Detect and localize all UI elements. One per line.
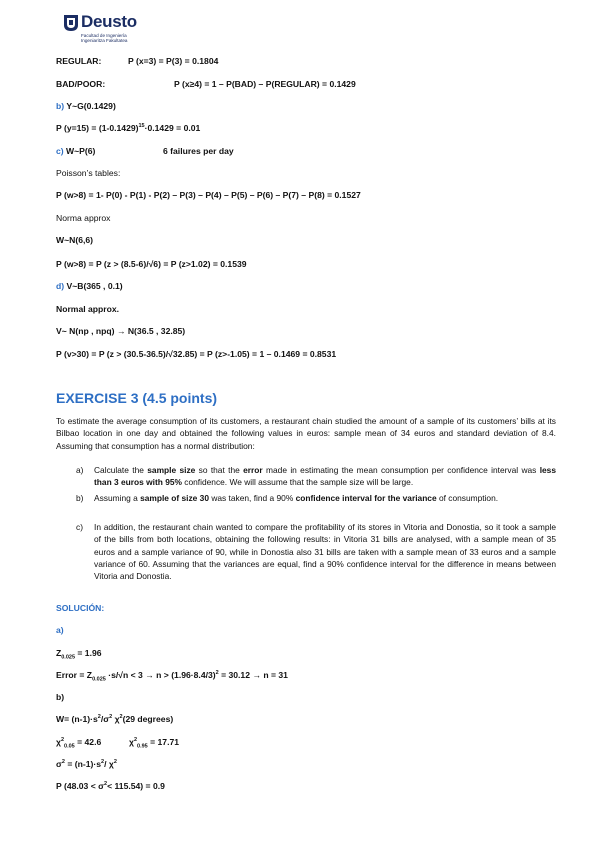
w-sup-3: 2 [119,714,123,721]
w-statistic [56,714,173,725]
exercise-intro: To estimate the average consumption of its customers, a restaurant chain studied the amount of a sample of its customers’ bills at its Bilbao location in one day and obtained the following values in euros: sample mean of 34 euros and standard deviation of 8.4. Assuming that consumption has a normal distribution: [56,416,556,451]
error-subscript: 0.025 [92,676,106,683]
bad-label: BAD/POOR: [56,79,106,89]
logo-subtitle [81,33,127,43]
error-seg-3: = 30.12 → n = 31 [218,670,288,680]
item-b-seg-4: confidence interval for the variance [295,493,437,503]
normal-probability: P (w>8) = P (z > (8.5-6)/√6) = P (z>1.02) = 0.1539 [56,259,247,269]
part-d-label: d) [56,281,65,291]
solution-a-label: a) [56,625,64,635]
item-c-text: In addition, the restaurant chain wanted to compare the profitability of its stores in Vitoria and Donostia, so it took a sample of the bills from both locations, obtaining the following results: in Vitoria 31 bills are analysed, with a sample mean of 35 euros and a sample variance of 90, while in Donostia also 31 bills are taken with a sample mean of 33 euros and a sample variance of 60. Assuming that the variances are equal, find a 90% confidence interval for the difference in means between Vitoria and Donostia. [94,522,556,582]
chi2-group [129,737,179,748]
py-eq-part-2: ·0.1429 = 0.01 [144,123,201,133]
chi2-sub: 0.95 [137,743,148,750]
deusto-shield-icon [64,15,78,31]
z-base: Z [56,648,62,658]
norma-approx-label: Norma approx [56,213,111,223]
bad-equation: P (x≥4) = 1 – P(BAD) – P(REGULAR) = 0.1429 [174,79,356,89]
item-a-marker: a) [76,465,84,475]
w-seg-4: (29 degrees) [122,714,174,724]
solution-b-label: b) [56,692,65,702]
part-b-distribution: Y~G(0.1429) [66,101,116,111]
sig-sup-3: 2 [113,759,117,766]
z-critical-value [56,648,102,659]
item-b-text [94,492,556,504]
ci-sup: 2 [104,781,108,788]
sig-sup-1: 2 [61,759,65,766]
part-b-label: b) [56,101,65,111]
item-a-seg-1: Calculate the [94,465,148,475]
deusto-logo [64,12,154,48]
exercise-3-title: EXERCISE 3 (4.5 points) [56,390,218,406]
solution-title: SOLUCIÓN: [56,603,105,613]
chi-square-values [56,737,180,750]
item-c-marker: c) [76,522,83,532]
part-c-heading [56,146,234,157]
chi1-value: = 42.6 [74,737,102,747]
error-equation [56,670,288,681]
sig-seg-3: / χ [104,759,114,769]
normal-approx-label: Normal approx. [56,304,120,314]
v-normal-approximation: V~ N(np , npq) → N(36.5 , 32.85) [56,326,186,336]
part-d-heading [56,281,123,292]
part-c-label: c) [56,146,64,156]
z-value: = 1.96 [75,648,102,658]
error-seg-2: ·s/√n < 3 → n > (1.96·8.4/3) [105,670,216,680]
ci-seg-2: < 115.54) = 0.9 [107,781,165,791]
item-a-seg-5: made in estimating the mean consumption per confidence interval was [262,465,540,475]
item-a-seg-2: sample size [147,465,196,475]
variance-formula [56,759,117,770]
py-exponent: 15 [138,123,145,130]
item-a-text [94,464,556,489]
part-c-note: 6 failures per day [163,146,234,156]
regular-equation: P (x=3) = P(3) = 0.1804 [128,56,219,66]
error-seg-1: Error = Z [56,670,93,680]
poisson-probability: P (w>8) = 1- P(0) - P(1) - P(2) – P(3) – P(4) – P(5) – P(6) – P(7) – P(8) = 0.1527 [56,190,361,200]
error-superscript: 2 [215,670,219,677]
item-b-marker: b) [76,493,84,503]
part-d-distribution: V~B(365 , 0.1) [66,281,123,291]
chi1-symbol: χ [56,737,61,747]
item-b-seg-1: Assuming a [94,493,141,503]
part-c-distribution: W~P(6) [66,146,96,156]
py-eq-part-1: P (y=15) = (1-0.1429) [56,123,139,133]
chi2-symbol: χ [129,737,134,747]
sig-seg-1: σ [56,759,62,769]
w-sup-2: 2 [109,714,113,721]
z-subscript: 0.025 [61,654,76,661]
chi1-sup: 2 [60,737,65,744]
logo-wordmark: Deusto [81,12,137,31]
w-seg-1: W= (n-1)·s [56,714,98,724]
item-b-seg-5: of consumption. [436,493,499,503]
sig-seg-2: = (n-1)·s [64,759,102,769]
w-seg-3: χ [112,714,120,724]
w-normal-distribution: W~N(6,6) [56,235,94,245]
ci-seg-1: P (48.03 < σ [56,781,105,791]
item-b-seg-3: was taken, find a 90% [209,493,296,503]
item-b-seg-2: sample of size 30 [140,493,209,503]
item-a-seg-4: error [243,465,263,475]
variance-confidence-interval [56,781,165,792]
w-seg-2: /σ [100,714,110,724]
bad-line [56,79,356,90]
v-probability: P (v>30) = P (z > (30.5-36.5)/√32.85) = P (z>-1.05) = 1 – 0.1469 = 0.8531 [56,349,337,359]
py-equation [56,123,200,134]
sig-sup-2: 2 [101,759,105,766]
regular-label: REGULAR: [56,56,102,66]
item-a-seg-3: so that the [195,465,244,475]
chi2-value: = 17.71 [147,737,180,747]
item-a-seg-7: confidence. We will assume that the sample size will be large. [181,477,414,488]
item-a-seg-6: less than 3 euros with 95% [94,465,556,488]
logo-sub-line-1: Facultad de Ingeniería [81,33,127,38]
chi1-sub: 0.05 [64,743,75,750]
part-b-heading [56,101,116,112]
regular-line [56,56,219,67]
poisson-tables-label: Poisson’s tables: [56,168,121,178]
chi2-sup: 2 [133,737,138,744]
logo-sub-line-2: Ingeniaritza Fakultatea [81,38,128,43]
w-sup-1: 2 [97,714,101,721]
